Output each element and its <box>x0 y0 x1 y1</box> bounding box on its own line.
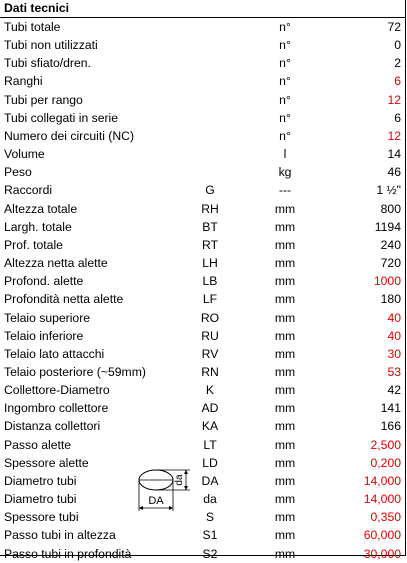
row-unit: mm <box>274 528 296 543</box>
row-value: 0,200 <box>370 455 401 470</box>
row-value: 2,500 <box>370 437 401 452</box>
row-label: Passo tubi in profondità <box>4 546 132 561</box>
row-symbol: LD <box>202 455 218 470</box>
row-unit: n° <box>279 92 291 107</box>
row-value: 2 <box>394 56 401 71</box>
row-value: 141 <box>380 401 401 416</box>
row-label: Collettore-Diametro <box>4 383 110 398</box>
row-label: Distanza collettori <box>4 419 101 434</box>
row-symbol: K <box>205 383 215 398</box>
row-unit: mm <box>274 473 296 488</box>
row-unit: mm <box>274 310 296 325</box>
table-row <box>0 145 405 163</box>
table-row <box>0 272 405 290</box>
row-label: Telaio inferiore <box>4 328 84 343</box>
row-unit: mm <box>274 492 296 507</box>
row-symbol: S1 <box>202 528 218 543</box>
row-label: Tubi non utilizzati <box>4 38 98 53</box>
row-unit: mm <box>274 219 296 234</box>
row-label: Diametro tubi <box>4 492 77 507</box>
row-value: 46 <box>387 165 401 180</box>
row-symbol: RT <box>201 237 219 252</box>
row-unit: n° <box>279 128 291 143</box>
row-label: Profond. alette <box>4 274 84 289</box>
row-value: 72 <box>387 20 401 34</box>
row-symbol: da <box>203 492 217 507</box>
row-label: Largh. totale <box>4 219 72 234</box>
row-unit: n° <box>279 20 291 34</box>
row-unit: n° <box>279 110 291 125</box>
row-value: 1194 <box>374 219 401 234</box>
table-row <box>0 508 405 526</box>
row-value: 6 <box>394 74 401 89</box>
row-label: Raccordi <box>4 183 53 198</box>
row-value: 30,000 <box>363 546 401 561</box>
row-label: Volume <box>4 147 45 162</box>
table-row <box>0 54 405 72</box>
row-unit: mm <box>274 419 296 434</box>
table-row <box>0 290 405 308</box>
row-unit: mm <box>274 328 296 343</box>
table-row <box>0 127 405 145</box>
row-unit: mm <box>274 437 296 452</box>
row-symbol: RV <box>201 346 219 361</box>
table-row <box>0 109 405 127</box>
data-table <box>0 18 405 563</box>
row-label: Altezza totale <box>4 201 78 216</box>
table-row <box>0 218 405 236</box>
row-unit: mm <box>274 256 296 271</box>
table-row <box>0 254 405 272</box>
row-label: Tubi totale <box>4 20 61 34</box>
row-label: Spessore alette <box>4 455 89 470</box>
row-label: Passo alette <box>4 437 72 452</box>
row-value: 14,000 <box>363 473 401 488</box>
row-label: Tubi collegati in serie <box>4 110 119 125</box>
row-symbol: S <box>205 510 215 525</box>
row-label: Telaio posteriore (~59mm) <box>4 364 146 379</box>
table-row <box>0 309 405 327</box>
table-row <box>0 18 405 36</box>
table-row <box>0 381 405 399</box>
row-label: Passo tubi in altezza <box>4 528 116 543</box>
row-value: 14,000 <box>363 492 401 507</box>
row-symbol: AD <box>201 401 219 416</box>
row-unit: mm <box>274 546 296 561</box>
row-value: 40 <box>387 310 401 325</box>
table-row <box>0 163 405 181</box>
row-unit: n° <box>279 74 291 89</box>
row-unit: l <box>283 147 287 162</box>
row-value: 240 <box>380 237 401 252</box>
tube-diameter-diagram <box>132 465 192 517</box>
row-label: Profondità netta alette <box>4 292 124 307</box>
outer-diameter-label: DA <box>148 495 164 507</box>
row-value: 166 <box>380 419 401 434</box>
table-row <box>0 436 405 454</box>
row-label: Altezza netta alette <box>4 256 108 271</box>
row-symbol: RU <box>201 328 219 343</box>
table-row <box>0 327 405 345</box>
row-unit: n° <box>279 38 291 53</box>
row-value: 1000 <box>373 274 401 289</box>
row-value: 720 <box>380 256 401 271</box>
table-row <box>0 472 405 490</box>
row-label: Tubi sfiato/dren. <box>4 56 91 71</box>
row-value: 60,000 <box>363 528 401 543</box>
row-value: 12 <box>387 128 401 143</box>
table-row <box>0 545 405 563</box>
table-row <box>0 526 405 544</box>
row-unit: mm <box>274 274 296 289</box>
row-unit: --- <box>278 183 292 198</box>
row-value: 0 <box>394 38 401 53</box>
table-row <box>0 454 405 472</box>
row-value: 30 <box>387 346 401 361</box>
table-row <box>0 181 405 199</box>
row-symbol: RH <box>201 201 219 216</box>
row-symbol: RO <box>200 310 220 325</box>
row-label: Ingombro collettore <box>4 401 109 416</box>
table-row <box>0 236 405 254</box>
row-unit: mm <box>274 201 296 216</box>
row-symbol: KA <box>201 419 219 434</box>
row-unit: n° <box>279 56 291 71</box>
row-value: 14 <box>387 147 401 162</box>
table-row <box>0 399 405 417</box>
table-row <box>0 490 405 508</box>
table-row <box>0 200 405 218</box>
table-row <box>0 72 405 90</box>
table-row <box>0 36 405 54</box>
row-symbol: RN <box>201 364 219 379</box>
row-value: 180 <box>380 292 401 307</box>
row-value: 0,350 <box>370 510 401 525</box>
row-label: Diametro tubi <box>4 473 77 488</box>
row-value: 1 ½" <box>376 183 401 198</box>
table-row <box>0 91 405 109</box>
row-label: Telaio lato attacchi <box>4 346 105 361</box>
row-label: Peso <box>4 165 32 180</box>
row-unit: mm <box>274 401 296 416</box>
row-unit: mm <box>274 237 296 252</box>
row-label: Numero dei circuiti (NC) <box>4 128 135 143</box>
table-row <box>0 363 405 381</box>
row-value: 53 <box>387 364 401 379</box>
row-symbol: S2 <box>202 546 218 561</box>
row-unit: kg <box>278 165 292 180</box>
row-unit: mm <box>274 364 296 379</box>
row-label: Telaio superiore <box>4 310 91 325</box>
row-value: 800 <box>380 201 401 216</box>
row-value: 42 <box>387 383 401 398</box>
sheet-title: Dati tecnici <box>0 0 405 18</box>
row-symbol: DA <box>201 473 219 488</box>
row-label: Spessore tubi <box>4 510 79 525</box>
table-row <box>0 417 405 435</box>
row-unit: mm <box>274 510 296 525</box>
table-row <box>0 345 405 363</box>
row-unit: mm <box>274 292 296 307</box>
row-unit: mm <box>274 346 296 361</box>
row-unit: mm <box>274 455 296 470</box>
row-symbol: LF <box>202 292 218 307</box>
row-symbol: LT <box>203 437 217 452</box>
row-label: Tubi per rango <box>4 92 83 107</box>
row-symbol: LH <box>202 256 218 271</box>
row-value: 6 <box>394 110 401 125</box>
inner-diameter-label: da <box>174 474 185 486</box>
row-unit: mm <box>274 383 296 398</box>
row-label: Ranghi <box>4 74 43 89</box>
row-symbol: BT <box>202 219 218 234</box>
row-symbol: G <box>205 183 215 198</box>
row-value: 12 <box>387 92 401 107</box>
row-label: Prof. totale <box>4 237 63 252</box>
row-symbol: LB <box>202 274 218 289</box>
row-value: 40 <box>387 328 401 343</box>
